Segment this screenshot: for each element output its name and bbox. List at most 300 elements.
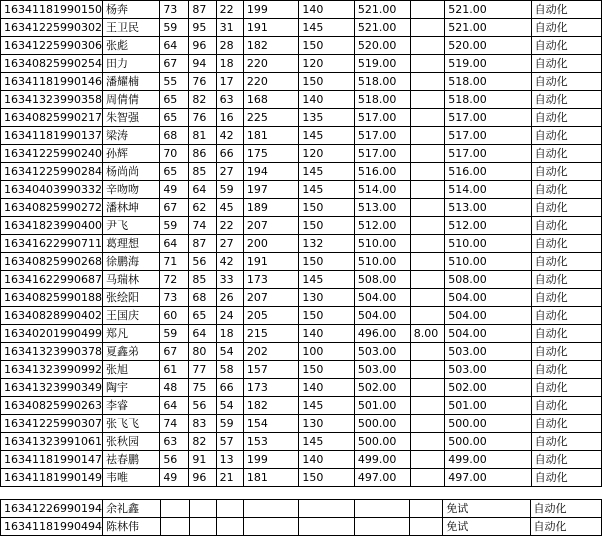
bonus-cell[interactable] (410, 289, 445, 307)
major-cell[interactable]: 自动化 (531, 73, 601, 91)
student-id-cell[interactable]: 16341181990137 (1, 127, 103, 145)
final-cell[interactable]: 503.00 (445, 361, 531, 379)
bonus-cell[interactable] (410, 433, 445, 451)
total-cell[interactable]: 497.00 (354, 469, 410, 487)
final-cell[interactable]: 504.00 (445, 289, 531, 307)
major-cell[interactable]: 自动化 (531, 361, 601, 379)
score4-cell[interactable]: 191 (243, 19, 299, 37)
score2-cell[interactable]: 94 (189, 55, 216, 73)
score4-cell[interactable]: 153 (243, 433, 299, 451)
major-cell[interactable]: 自动化 (531, 325, 601, 343)
score4-cell[interactable]: 207 (243, 217, 299, 235)
final-cell[interactable]: 517.00 (445, 109, 531, 127)
final-cell[interactable]: 519.00 (445, 55, 531, 73)
score5-cell[interactable]: 145 (299, 433, 355, 451)
score1-cell[interactable]: 68 (160, 127, 189, 145)
bonus-cell[interactable] (410, 271, 445, 289)
score4-cell[interactable] (243, 518, 299, 536)
score3-cell[interactable]: 66 (216, 379, 243, 397)
score1-cell[interactable]: 64 (160, 235, 189, 253)
student-id-cell[interactable]: 16341323990349 (1, 379, 103, 397)
score5-cell[interactable]: 130 (299, 289, 355, 307)
score5-cell[interactable]: 140 (299, 325, 355, 343)
score4-cell[interactable]: 207 (243, 289, 299, 307)
score2-cell[interactable]: 76 (189, 109, 216, 127)
name-cell[interactable]: 余礼鑫 (102, 500, 160, 518)
score3-cell[interactable] (216, 500, 243, 518)
score3-cell[interactable]: 54 (216, 343, 243, 361)
score3-cell[interactable] (216, 518, 243, 536)
score1-cell[interactable]: 72 (160, 271, 189, 289)
student-id-cell[interactable]: 16341225990307 (1, 415, 103, 433)
score4-cell[interactable]: 202 (243, 343, 299, 361)
score4-cell[interactable]: 154 (243, 415, 299, 433)
student-id-cell[interactable]: 16340201990499 (1, 325, 103, 343)
score1-cell[interactable]: 67 (160, 343, 189, 361)
student-id-cell[interactable]: 16340828990402 (1, 307, 103, 325)
total-cell[interactable]: 500.00 (354, 415, 410, 433)
bonus-cell[interactable] (410, 217, 445, 235)
score5-cell[interactable]: 150 (299, 217, 355, 235)
major-cell[interactable]: 自动化 (531, 289, 601, 307)
score4-cell[interactable]: 191 (243, 253, 299, 271)
name-cell[interactable]: 杨奔 (102, 1, 159, 19)
major-cell[interactable]: 自动化 (531, 415, 601, 433)
student-id-cell[interactable]: 16341225990284 (1, 163, 103, 181)
final-cell[interactable]: 518.00 (445, 91, 531, 109)
student-id-cell[interactable]: 16341323991061 (1, 433, 103, 451)
score3-cell[interactable]: 18 (216, 55, 243, 73)
total-cell[interactable]: 518.00 (354, 73, 410, 91)
bonus-cell[interactable] (410, 361, 445, 379)
bonus-cell[interactable] (409, 518, 443, 536)
score1-cell[interactable]: 56 (160, 451, 189, 469)
score3-cell[interactable]: 26 (216, 289, 243, 307)
score3-cell[interactable]: 17 (216, 73, 243, 91)
score1-cell[interactable]: 48 (160, 379, 189, 397)
score4-cell[interactable]: 197 (243, 181, 299, 199)
total-cell[interactable] (355, 500, 410, 518)
final-cell[interactable]: 501.00 (445, 397, 531, 415)
score2-cell[interactable]: 65 (189, 307, 216, 325)
score2-cell[interactable]: 64 (189, 325, 216, 343)
student-id-cell[interactable]: 16340825990217 (1, 109, 103, 127)
score4-cell[interactable]: 189 (243, 199, 299, 217)
score2-cell[interactable]: 96 (189, 469, 216, 487)
bonus-cell[interactable] (410, 253, 445, 271)
score1-cell[interactable]: 65 (160, 109, 189, 127)
total-cell[interactable]: 510.00 (354, 235, 410, 253)
score2-cell[interactable]: 85 (189, 163, 216, 181)
bonus-cell[interactable] (410, 37, 445, 55)
score5-cell[interactable]: 132 (299, 235, 355, 253)
score5-cell[interactable] (299, 518, 355, 536)
score5-cell[interactable]: 145 (299, 127, 355, 145)
score2-cell[interactable]: 56 (189, 253, 216, 271)
final-cell[interactable]: 521.00 (445, 19, 531, 37)
total-cell[interactable]: 503.00 (354, 343, 410, 361)
student-id-cell[interactable]: 16341622990687 (1, 271, 103, 289)
score5-cell[interactable]: 145 (299, 19, 355, 37)
score5-cell[interactable]: 145 (299, 181, 355, 199)
score3-cell[interactable]: 13 (216, 451, 243, 469)
score2-cell[interactable]: 85 (189, 271, 216, 289)
bonus-cell[interactable] (410, 109, 445, 127)
final-cell[interactable]: 503.00 (445, 343, 531, 361)
score2-cell[interactable] (189, 518, 216, 536)
name-cell[interactable]: 郑凡 (102, 325, 159, 343)
major-cell[interactable]: 自动化 (531, 397, 601, 415)
score3-cell[interactable]: 27 (216, 235, 243, 253)
name-cell[interactable]: 张秋园 (102, 433, 159, 451)
score4-cell[interactable]: 220 (243, 55, 299, 73)
score1-cell[interactable]: 64 (160, 37, 189, 55)
score1-cell[interactable]: 74 (160, 415, 189, 433)
score3-cell[interactable]: 54 (216, 397, 243, 415)
final-cell[interactable]: 520.00 (445, 37, 531, 55)
score5-cell[interactable]: 135 (299, 109, 355, 127)
student-id-cell[interactable]: 16341622990711 (1, 235, 103, 253)
score2-cell[interactable]: 82 (189, 91, 216, 109)
final-cell[interactable]: 502.00 (445, 379, 531, 397)
score4-cell[interactable]: 182 (243, 397, 299, 415)
score5-cell[interactable] (299, 500, 355, 518)
total-cell[interactable]: 503.00 (354, 361, 410, 379)
score3-cell[interactable]: 31 (216, 19, 243, 37)
student-id-cell[interactable]: 16340825990263 (1, 397, 103, 415)
score4-cell[interactable]: 181 (243, 127, 299, 145)
score5-cell[interactable]: 140 (299, 451, 355, 469)
total-cell[interactable]: 508.00 (354, 271, 410, 289)
student-id-cell[interactable]: 16341181990149 (1, 469, 103, 487)
score2-cell[interactable]: 83 (189, 415, 216, 433)
total-cell[interactable]: 520.00 (354, 37, 410, 55)
total-cell[interactable]: 516.00 (354, 163, 410, 181)
score3-cell[interactable]: 18 (216, 325, 243, 343)
major-cell[interactable]: 自动化 (531, 181, 601, 199)
score1-cell[interactable]: 64 (160, 397, 189, 415)
major-cell[interactable]: 自动化 (531, 145, 601, 163)
score3-cell[interactable]: 16 (216, 109, 243, 127)
score1-cell[interactable]: 65 (160, 91, 189, 109)
score2-cell[interactable]: 81 (189, 127, 216, 145)
final-cell[interactable]: 504.00 (445, 307, 531, 325)
score3-cell[interactable]: 63 (216, 91, 243, 109)
name-cell[interactable]: 陶宇 (102, 379, 159, 397)
student-id-cell[interactable]: 16341823990400 (1, 217, 103, 235)
score1-cell[interactable] (161, 518, 190, 536)
score2-cell[interactable]: 82 (189, 433, 216, 451)
score1-cell[interactable]: 67 (160, 199, 189, 217)
score4-cell[interactable]: 199 (243, 451, 299, 469)
total-cell[interactable]: 521.00 (354, 1, 410, 19)
major-cell[interactable]: 自动化 (531, 91, 601, 109)
final-cell[interactable]: 497.00 (445, 469, 531, 487)
total-cell[interactable]: 504.00 (354, 307, 410, 325)
score4-cell[interactable]: 181 (243, 469, 299, 487)
score2-cell[interactable]: 96 (189, 37, 216, 55)
score3-cell[interactable]: 33 (216, 271, 243, 289)
score5-cell[interactable]: 100 (299, 343, 355, 361)
score1-cell[interactable]: 65 (160, 163, 189, 181)
total-cell[interactable]: 519.00 (354, 55, 410, 73)
student-id-cell[interactable]: 16340403990332 (1, 181, 103, 199)
score5-cell[interactable]: 120 (299, 145, 355, 163)
score5-cell[interactable]: 140 (299, 91, 355, 109)
score2-cell[interactable]: 87 (189, 1, 216, 19)
bonus-cell[interactable] (410, 163, 445, 181)
major-cell[interactable]: 自动化 (531, 55, 601, 73)
student-id-cell[interactable]: 16341181990494 (1, 518, 103, 536)
score1-cell[interactable]: 73 (160, 1, 189, 19)
student-id-cell[interactable]: 16340825990272 (1, 199, 103, 217)
name-cell[interactable]: 韦唯 (102, 469, 159, 487)
total-cell[interactable]: 510.00 (354, 253, 410, 271)
name-cell[interactable]: 徐鹏海 (102, 253, 159, 271)
score5-cell[interactable]: 150 (299, 469, 355, 487)
score4-cell[interactable]: 168 (243, 91, 299, 109)
bonus-cell[interactable] (410, 415, 445, 433)
score5-cell[interactable]: 150 (299, 199, 355, 217)
name-cell[interactable]: 张彪 (102, 37, 159, 55)
major-cell[interactable]: 自动化 (531, 253, 601, 271)
bonus-cell[interactable] (409, 500, 443, 518)
score5-cell[interactable]: 150 (299, 253, 355, 271)
score4-cell[interactable]: 194 (243, 163, 299, 181)
total-cell[interactable]: 512.00 (354, 217, 410, 235)
major-cell[interactable]: 自动化 (531, 433, 601, 451)
major-cell[interactable]: 自动化 (531, 109, 601, 127)
score2-cell[interactable] (189, 500, 216, 518)
score3-cell[interactable]: 42 (216, 127, 243, 145)
final-cell[interactable]: 510.00 (445, 253, 531, 271)
name-cell[interactable]: 葛理想 (102, 235, 159, 253)
bonus-cell[interactable] (410, 127, 445, 145)
final-cell[interactable]: 513.00 (445, 199, 531, 217)
bonus-cell[interactable] (410, 235, 445, 253)
total-cell[interactable]: 501.00 (354, 397, 410, 415)
name-cell[interactable]: 潘林坤 (102, 199, 159, 217)
total-cell[interactable]: 499.00 (354, 451, 410, 469)
score3-cell[interactable]: 21 (216, 469, 243, 487)
final-cell[interactable]: 521.00 (445, 1, 531, 19)
final-cell[interactable]: 免试 (443, 518, 530, 536)
name-cell[interactable]: 田力 (102, 55, 159, 73)
final-cell[interactable]: 514.00 (445, 181, 531, 199)
bonus-cell[interactable] (410, 343, 445, 361)
name-cell[interactable]: 梁涛 (102, 127, 159, 145)
score4-cell[interactable] (243, 500, 299, 518)
final-cell[interactable]: 508.00 (445, 271, 531, 289)
major-cell[interactable]: 自动化 (531, 19, 601, 37)
score4-cell[interactable]: 173 (243, 379, 299, 397)
name-cell[interactable]: 周倩倩 (102, 91, 159, 109)
score1-cell[interactable]: 61 (160, 361, 189, 379)
major-cell[interactable]: 自动化 (531, 271, 601, 289)
major-cell[interactable]: 自动化 (531, 1, 601, 19)
final-cell[interactable]: 免试 (443, 500, 530, 518)
total-cell[interactable]: 517.00 (354, 145, 410, 163)
name-cell[interactable]: 马瑞林 (102, 271, 159, 289)
name-cell[interactable]: 张旭 (102, 361, 159, 379)
score3-cell[interactable]: 59 (216, 415, 243, 433)
major-cell[interactable]: 自动化 (531, 37, 601, 55)
name-cell[interactable]: 王国庆 (102, 307, 159, 325)
score1-cell[interactable]: 59 (160, 19, 189, 37)
final-cell[interactable]: 499.00 (445, 451, 531, 469)
score1-cell[interactable]: 59 (160, 217, 189, 235)
total-cell[interactable]: 502.00 (354, 379, 410, 397)
total-cell[interactable]: 514.00 (354, 181, 410, 199)
total-cell[interactable]: 518.00 (354, 91, 410, 109)
score5-cell[interactable]: 140 (299, 1, 355, 19)
total-cell[interactable] (355, 518, 410, 536)
name-cell[interactable]: 朱智强 (102, 109, 159, 127)
score2-cell[interactable]: 86 (189, 145, 216, 163)
major-cell[interactable]: 自动化 (531, 163, 601, 181)
final-cell[interactable]: 500.00 (445, 415, 531, 433)
score3-cell[interactable]: 22 (216, 217, 243, 235)
bonus-cell[interactable] (410, 91, 445, 109)
name-cell[interactable]: 夏鑫弟 (102, 343, 159, 361)
score1-cell[interactable]: 59 (160, 325, 189, 343)
score2-cell[interactable]: 62 (189, 199, 216, 217)
bonus-cell[interactable] (410, 469, 445, 487)
student-id-cell[interactable]: 16341226990194 (1, 500, 103, 518)
score4-cell[interactable]: 200 (243, 235, 299, 253)
final-cell[interactable]: 504.00 (445, 325, 531, 343)
student-id-cell[interactable]: 16340825990254 (1, 55, 103, 73)
major-cell[interactable]: 自动化 (531, 199, 601, 217)
final-cell[interactable]: 517.00 (445, 145, 531, 163)
score3-cell[interactable]: 22 (216, 1, 243, 19)
score2-cell[interactable]: 77 (189, 361, 216, 379)
bonus-cell[interactable] (410, 145, 445, 163)
major-cell[interactable]: 自动化 (530, 518, 602, 536)
major-cell[interactable]: 自动化 (531, 343, 601, 361)
student-id-cell[interactable]: 16341181990146 (1, 73, 103, 91)
bonus-cell[interactable] (410, 307, 445, 325)
bonus-cell[interactable]: 8.00 (410, 325, 445, 343)
student-id-cell[interactable]: 16341225990306 (1, 37, 103, 55)
score3-cell[interactable]: 42 (216, 253, 243, 271)
score5-cell[interactable]: 150 (299, 307, 355, 325)
score1-cell[interactable]: 55 (160, 73, 189, 91)
total-cell[interactable]: 504.00 (354, 289, 410, 307)
bonus-cell[interactable] (410, 1, 445, 19)
score3-cell[interactable]: 28 (216, 37, 243, 55)
score2-cell[interactable]: 80 (189, 343, 216, 361)
total-cell[interactable]: 517.00 (354, 127, 410, 145)
score5-cell[interactable]: 150 (299, 361, 355, 379)
student-id-cell[interactable]: 16340825990188 (1, 289, 103, 307)
final-cell[interactable]: 512.00 (445, 217, 531, 235)
name-cell[interactable]: 杨尚尚 (102, 163, 159, 181)
bonus-cell[interactable] (410, 451, 445, 469)
score2-cell[interactable]: 74 (189, 217, 216, 235)
name-cell[interactable]: 潘耀楠 (102, 73, 159, 91)
score2-cell[interactable]: 95 (189, 19, 216, 37)
score3-cell[interactable]: 27 (216, 163, 243, 181)
score1-cell[interactable]: 63 (160, 433, 189, 451)
total-cell[interactable]: 513.00 (354, 199, 410, 217)
score2-cell[interactable]: 91 (189, 451, 216, 469)
total-cell[interactable]: 517.00 (354, 109, 410, 127)
major-cell[interactable]: 自动化 (531, 127, 601, 145)
score4-cell[interactable]: 173 (243, 271, 299, 289)
score5-cell[interactable]: 140 (299, 379, 355, 397)
total-cell[interactable]: 521.00 (354, 19, 410, 37)
score3-cell[interactable]: 66 (216, 145, 243, 163)
score1-cell[interactable]: 60 (160, 307, 189, 325)
name-cell[interactable]: 尹飞 (102, 217, 159, 235)
final-cell[interactable]: 516.00 (445, 163, 531, 181)
score4-cell[interactable]: 175 (243, 145, 299, 163)
bonus-cell[interactable] (410, 199, 445, 217)
score5-cell[interactable]: 130 (299, 415, 355, 433)
major-cell[interactable]: 自动化 (531, 451, 601, 469)
major-cell[interactable]: 自动化 (531, 379, 601, 397)
student-id-cell[interactable]: 16340825990268 (1, 253, 103, 271)
score1-cell[interactable]: 71 (160, 253, 189, 271)
bonus-cell[interactable] (410, 19, 445, 37)
name-cell[interactable]: 祛春鹏 (102, 451, 159, 469)
score1-cell[interactable]: 70 (160, 145, 189, 163)
name-cell[interactable]: 辛吻吻 (102, 181, 159, 199)
major-cell[interactable]: 自动化 (531, 217, 601, 235)
score1-cell[interactable]: 49 (160, 469, 189, 487)
name-cell[interactable]: 张绘阳 (102, 289, 159, 307)
final-cell[interactable]: 518.00 (445, 73, 531, 91)
score4-cell[interactable]: 157 (243, 361, 299, 379)
score2-cell[interactable]: 76 (189, 73, 216, 91)
bonus-cell[interactable] (410, 73, 445, 91)
student-id-cell[interactable]: 16341225990240 (1, 145, 103, 163)
score4-cell[interactable]: 182 (243, 37, 299, 55)
score5-cell[interactable]: 145 (299, 163, 355, 181)
score4-cell[interactable]: 220 (243, 73, 299, 91)
bonus-cell[interactable] (410, 181, 445, 199)
name-cell[interactable]: 孙辉 (102, 145, 159, 163)
score3-cell[interactable]: 59 (216, 181, 243, 199)
bonus-cell[interactable] (410, 379, 445, 397)
major-cell[interactable]: 自动化 (531, 235, 601, 253)
score5-cell[interactable]: 150 (299, 37, 355, 55)
student-id-cell[interactable]: 16341225990302 (1, 19, 103, 37)
final-cell[interactable]: 500.00 (445, 433, 531, 451)
score4-cell[interactable]: 225 (243, 109, 299, 127)
score3-cell[interactable]: 24 (216, 307, 243, 325)
score2-cell[interactable]: 87 (189, 235, 216, 253)
major-cell[interactable]: 自动化 (531, 469, 601, 487)
score4-cell[interactable]: 215 (243, 325, 299, 343)
total-cell[interactable]: 496.00 (354, 325, 410, 343)
score4-cell[interactable]: 205 (243, 307, 299, 325)
score1-cell[interactable]: 67 (160, 55, 189, 73)
score1-cell[interactable]: 73 (160, 289, 189, 307)
score5-cell[interactable]: 145 (299, 397, 355, 415)
name-cell[interactable]: 李睿 (102, 397, 159, 415)
score2-cell[interactable]: 56 (189, 397, 216, 415)
score4-cell[interactable]: 199 (243, 1, 299, 19)
bonus-cell[interactable] (410, 55, 445, 73)
name-cell[interactable]: 王卫民 (102, 19, 159, 37)
name-cell[interactable]: 陈林伟 (102, 518, 160, 536)
student-id-cell[interactable]: 16341323990992 (1, 361, 103, 379)
student-id-cell[interactable]: 16341181990150 (1, 1, 103, 19)
name-cell[interactable]: 张飞飞 (102, 415, 159, 433)
score5-cell[interactable]: 120 (299, 55, 355, 73)
